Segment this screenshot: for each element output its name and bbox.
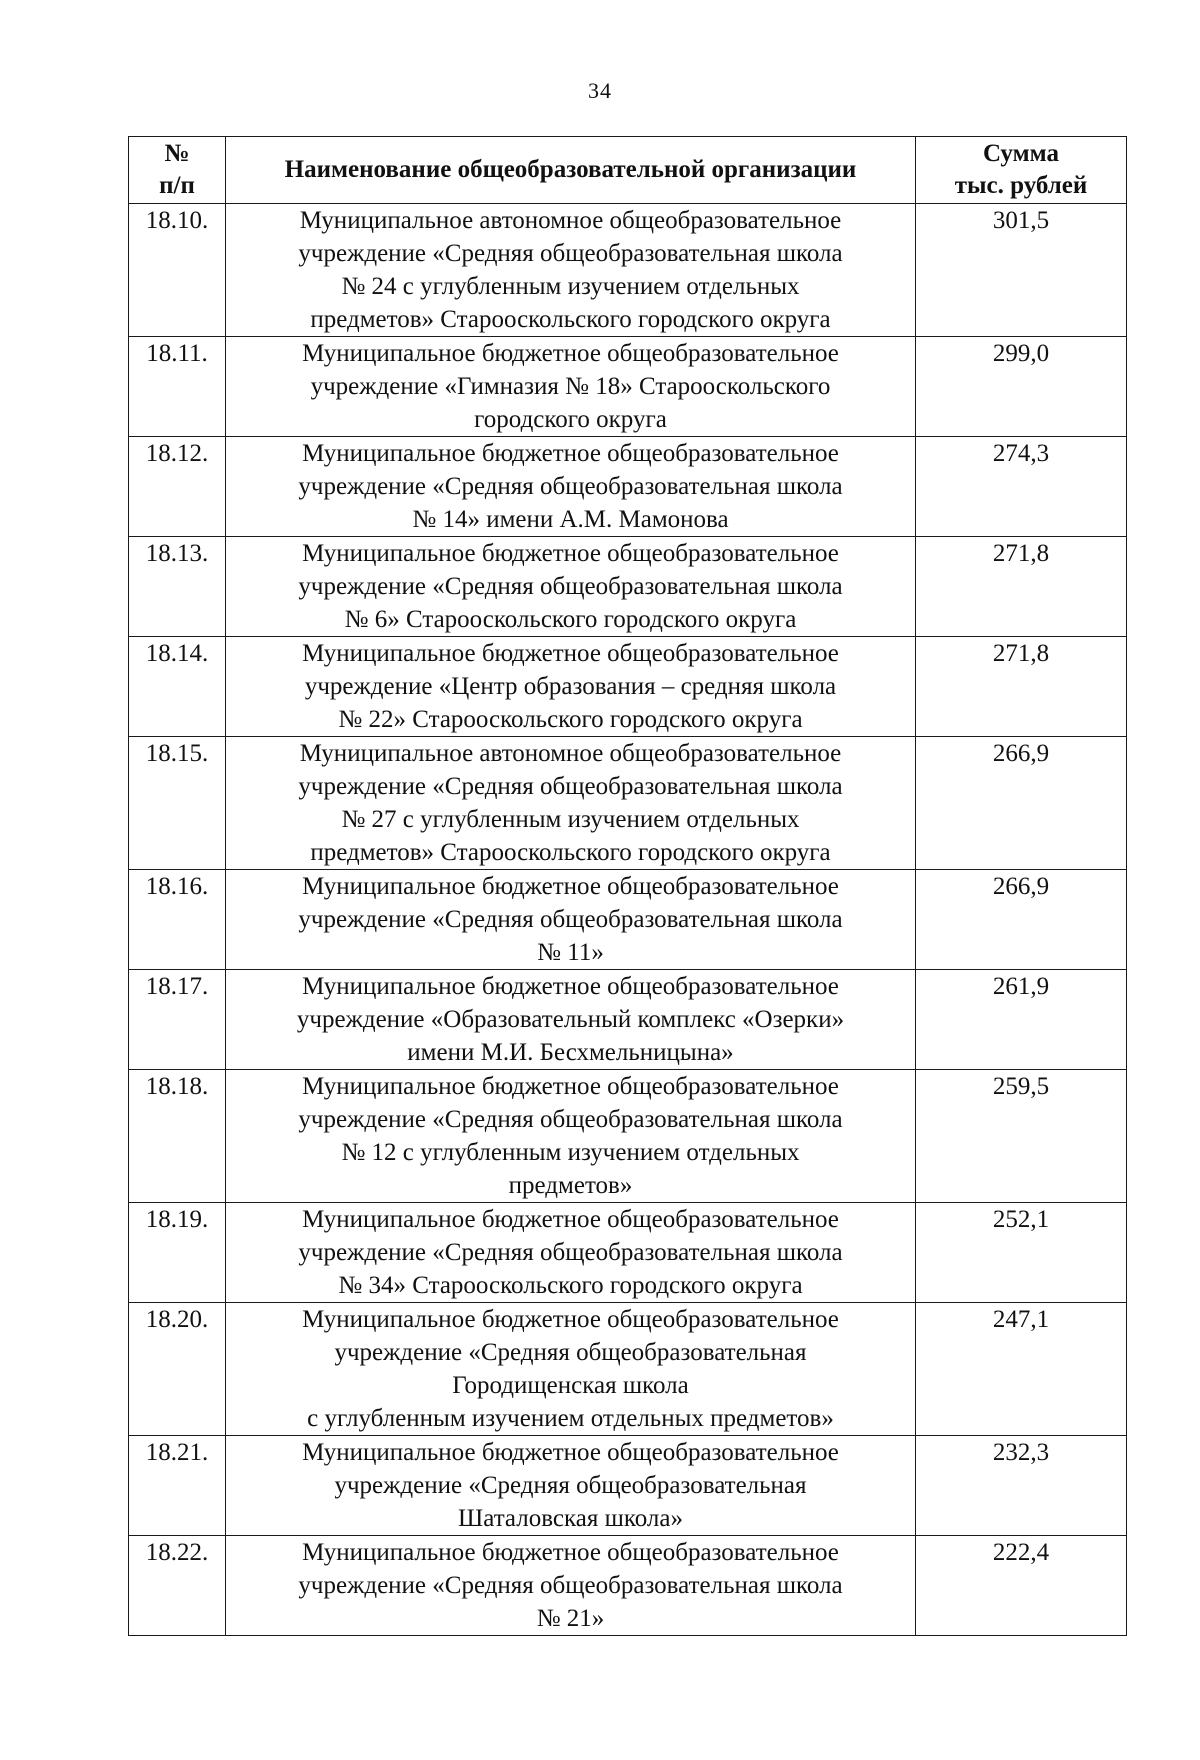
organization-name-line: № 27 с углубленным изучением отдельных xyxy=(341,806,800,833)
organization-name-line: учреждение «Средняя общеобразовательная школа xyxy=(298,773,843,800)
amount-value: 247,1 xyxy=(916,1303,1127,1436)
organization-name-line: городского округа xyxy=(474,406,667,433)
organization-name-line: № 11» xyxy=(537,939,604,966)
header-sum-line2: тыс. рублей xyxy=(954,172,1088,199)
organization-name-line: № 12 с углубленным изучением отдельных xyxy=(341,1139,800,1166)
organization-name-line: Муниципальное бюджетное общеобразовательное xyxy=(302,873,839,900)
organization-name-line: учреждение «Средняя общеобразовательная школа xyxy=(298,473,843,500)
amount-value: 271,8 xyxy=(916,637,1127,737)
organization-name-line: № 24 с углубленным изучением отдельных xyxy=(341,273,800,300)
organization-name-line: учреждение «Средняя общеобразовательная xyxy=(334,1339,807,1366)
row-number: 18.18. xyxy=(129,1070,226,1203)
header-sum-line1: Сумма xyxy=(983,140,1059,167)
amount-value: 299,0 xyxy=(916,337,1127,437)
organizations-table xyxy=(128,136,1127,1636)
organization-name-line: учреждение «Средняя общеобразовательная школа xyxy=(298,1106,843,1133)
page-number: 34 xyxy=(588,78,612,103)
header-row xyxy=(129,137,1127,204)
organization-name-line: Муниципальное автономное общеобразовательное xyxy=(299,207,842,234)
organization-name-line: предметов» Старооскольского городского округа xyxy=(310,306,831,333)
table-row xyxy=(129,737,1127,870)
organization-name xyxy=(226,970,916,1070)
amount-value: 271,8 xyxy=(916,537,1127,637)
table-row xyxy=(129,1436,1127,1536)
organization-name-line: предметов» Старооскольского городского округа xyxy=(310,839,831,866)
organization-name-line: Муниципальное бюджетное общеобразовательное xyxy=(302,1439,839,1466)
organization-name xyxy=(226,537,916,637)
row-number: 18.21. xyxy=(129,1436,226,1536)
table-row xyxy=(129,437,1127,537)
organization-name xyxy=(226,1536,916,1636)
amount-value: 274,3 xyxy=(916,437,1127,537)
organization-name-line: Шаталовская школа» xyxy=(458,1505,683,1532)
organization-name-line: Муниципальное бюджетное общеобразовательное xyxy=(302,973,839,1000)
organization-name-line: Муниципальное бюджетное общеобразовательное xyxy=(302,640,839,667)
table-row xyxy=(129,1536,1127,1636)
row-number: 18.12. xyxy=(129,437,226,537)
row-number: 18.11. xyxy=(129,337,226,437)
organization-name-line: предметов» xyxy=(508,1172,633,1199)
organization-name xyxy=(226,1436,916,1536)
organization-name-line: учреждение «Средняя общеобразовательная школа xyxy=(298,906,843,933)
row-number: 18.15. xyxy=(129,737,226,870)
organization-name-line: № 6» Старооскольского городского округа xyxy=(344,606,797,633)
organization-name-line: Муниципальное бюджетное общеобразовательное xyxy=(302,440,839,467)
row-number: 18.16. xyxy=(129,870,226,970)
table-row xyxy=(129,337,1127,437)
organization-name xyxy=(226,204,916,337)
row-number: 18.17. xyxy=(129,970,226,1070)
amount-value: 222,4 xyxy=(916,1536,1127,1636)
organization-name-line: Муниципальное автономное общеобразовательное xyxy=(299,740,842,767)
organization-name-line: Муниципальное бюджетное общеобразовательное xyxy=(302,340,839,367)
organization-name xyxy=(226,437,916,537)
organization-name xyxy=(226,1070,916,1203)
table-row xyxy=(129,870,1127,970)
row-number: 18.20. xyxy=(129,1303,226,1436)
organization-name-line: Муниципальное бюджетное общеобразовательное xyxy=(302,1306,839,1333)
organization-name-line: учреждение «Гимназия № 18» Старооскольского xyxy=(310,373,831,400)
organization-name xyxy=(226,337,916,437)
amount-value: 261,9 xyxy=(916,970,1127,1070)
row-number: 18.14. xyxy=(129,637,226,737)
organization-name-line: учреждение «Образовательный комплекс «Озерки» xyxy=(296,1006,845,1033)
table-row xyxy=(129,204,1127,337)
header-name xyxy=(226,137,916,204)
organization-name-line: № 34» Старооскольского городского округа xyxy=(338,1272,803,1299)
table-body xyxy=(129,204,1127,1636)
organization-name xyxy=(226,1303,916,1436)
organization-name-line: с углубленным изучением отдельных предметов» xyxy=(307,1405,834,1432)
table-row xyxy=(129,1303,1127,1436)
organization-name-line: учреждение «Средняя общеобразовательная xyxy=(334,1472,807,1499)
header-number-line2: п/п xyxy=(159,172,195,199)
organization-name-line: Муниципальное бюджетное общеобразовательное xyxy=(302,1073,839,1100)
organization-name-line: имени М.И. Бесхмельницына» xyxy=(407,1039,734,1066)
organization-name xyxy=(226,737,916,870)
organization-name xyxy=(226,637,916,737)
organization-name-line: Муниципальное бюджетное общеобразовательное xyxy=(302,540,839,567)
header-number-line1: № xyxy=(164,140,190,167)
row-number: 18.19. xyxy=(129,1203,226,1303)
amount-value: 301,5 xyxy=(916,204,1127,337)
organization-name-line: № 22» Старооскольского городского округа xyxy=(338,706,803,733)
table-header xyxy=(129,137,1127,204)
organization-name-line: Муниципальное бюджетное общеобразовательное xyxy=(302,1206,839,1233)
row-number: 18.13. xyxy=(129,537,226,637)
amount-value: 266,9 xyxy=(916,870,1127,970)
organization-name-line: учреждение «Центр образования – средняя школа xyxy=(304,673,837,700)
organization-name-line: Городищенская школа xyxy=(452,1372,689,1399)
organization-name-line: Муниципальное бюджетное общеобразовательное xyxy=(302,1539,839,1566)
table-row xyxy=(129,1203,1127,1303)
amount-value: 266,9 xyxy=(916,737,1127,870)
amount-value: 252,1 xyxy=(916,1203,1127,1303)
amount-value: 232,3 xyxy=(916,1436,1127,1536)
table-row xyxy=(129,537,1127,637)
table-row xyxy=(129,1070,1127,1203)
organization-name xyxy=(226,1203,916,1303)
organization-name xyxy=(226,870,916,970)
organization-name-line: № 14» имени А.М. Мамонова xyxy=(412,506,729,533)
organization-name-line: учреждение «Средняя общеобразовательная школа xyxy=(298,573,843,600)
table-row xyxy=(129,970,1127,1070)
row-number: 18.22. xyxy=(129,1536,226,1636)
header-number xyxy=(129,137,226,204)
organization-name-line: учреждение «Средняя общеобразовательная школа xyxy=(298,1572,843,1599)
row-number: 18.10. xyxy=(129,204,226,337)
organization-name-line: учреждение «Средняя общеобразовательная школа xyxy=(298,1239,843,1266)
header-name-label: Наименование общеобразовательной организации xyxy=(284,156,857,183)
table-row xyxy=(129,637,1127,737)
organization-name-line: учреждение «Средняя общеобразовательная школа xyxy=(298,240,843,267)
organization-name-line: № 21» xyxy=(536,1605,605,1632)
amount-value: 259,5 xyxy=(916,1070,1127,1203)
header-sum xyxy=(916,137,1127,204)
